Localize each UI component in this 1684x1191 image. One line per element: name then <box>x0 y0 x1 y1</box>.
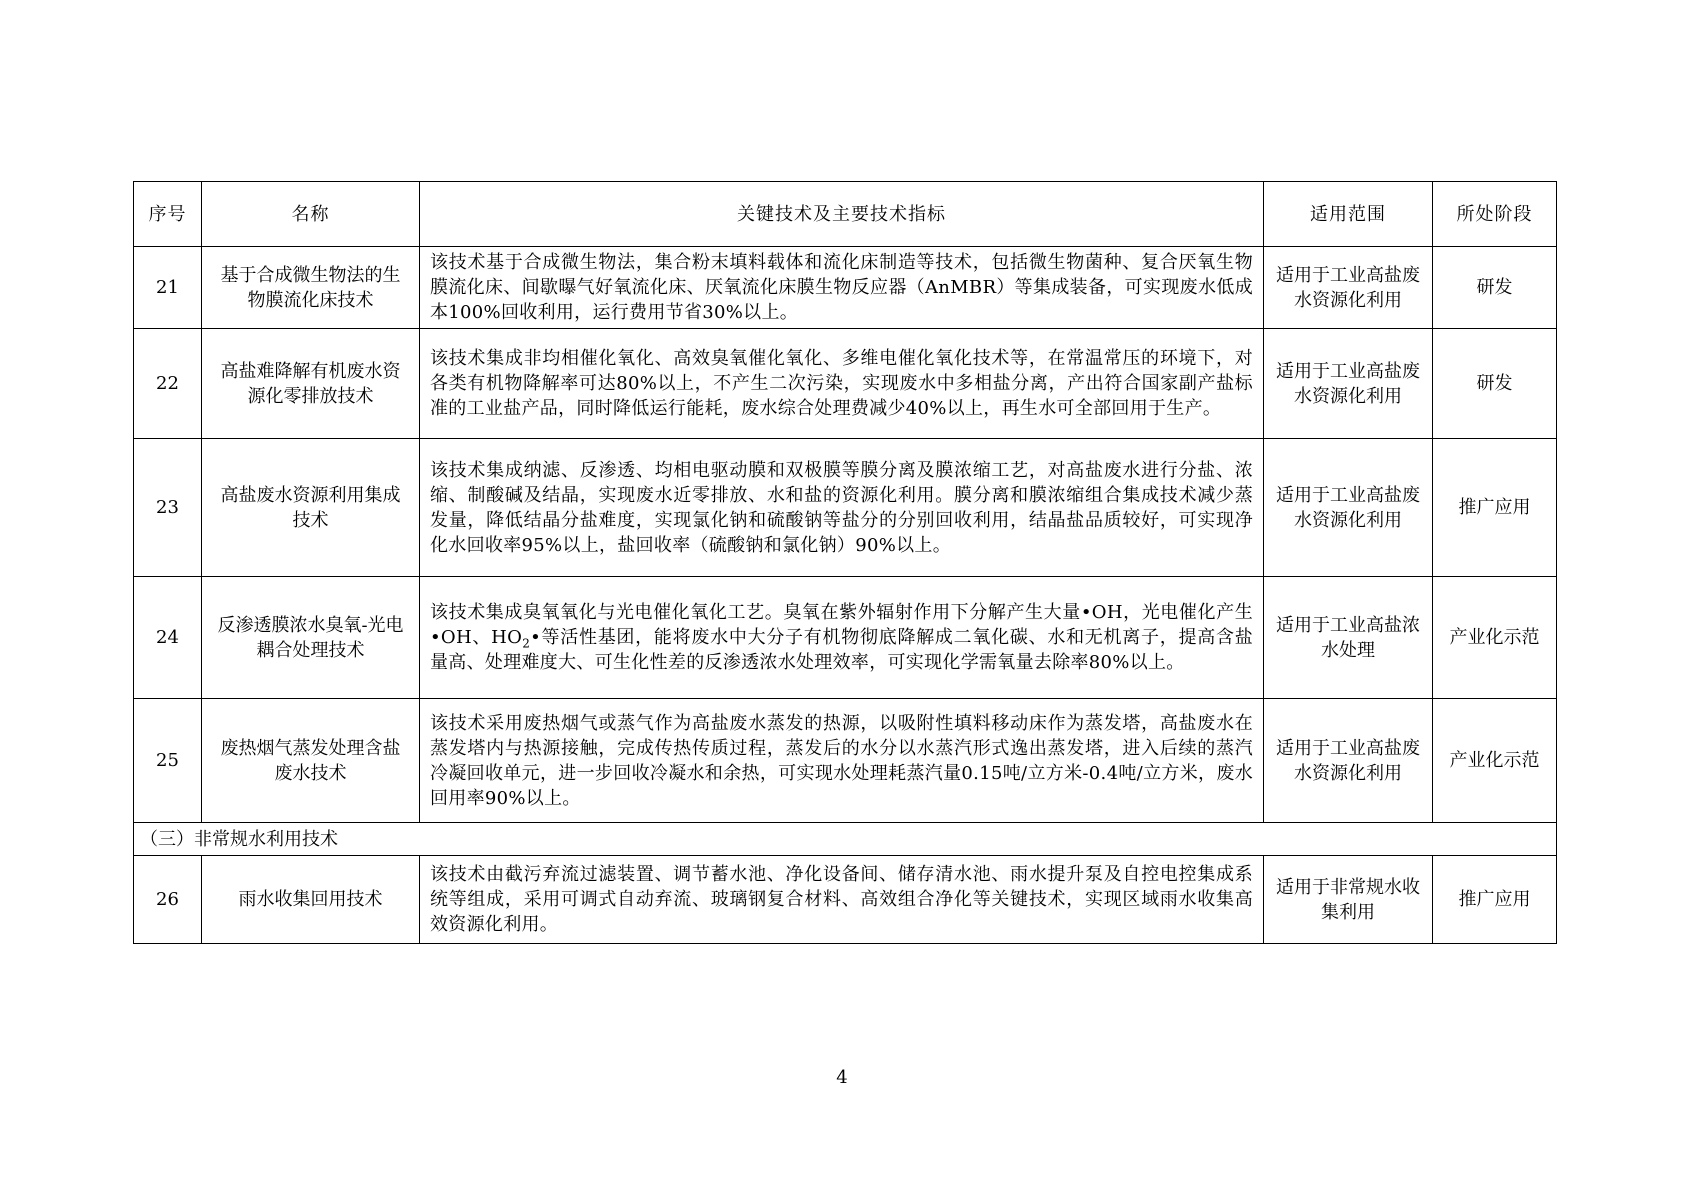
table-row <box>134 856 1557 944</box>
header-stage: 所处阶段 <box>1433 182 1557 247</box>
row-stage: 研发 <box>1433 329 1557 439</box>
row-scope: 适用于工业高盐废水资源化利用 <box>1264 439 1433 577</box>
row-number: 22 <box>134 329 202 439</box>
header-scope: 适用范围 <box>1264 182 1433 247</box>
row-number: 26 <box>134 856 202 944</box>
row-stage: 推广应用 <box>1433 439 1557 577</box>
row-name: 基于合成微生物法的生物膜流化床技术 <box>202 247 420 329</box>
row-description: 该技术采用废热烟气或蒸气作为高盐废水蒸发的热源，以吸附性填料移动床作为蒸发塔，高盐废水在蒸发塔内与热源接触，完成传热传质过程，蒸发后的水分以水蒸汽形式逸出蒸发塔，进入后续的蒸汽冷凝回收单元，进一步回收冷凝水和余热，可实现水处理耗蒸汽量0.15吨/立方米-0.4吨/立方米，废水回用率90%以上。 <box>420 699 1264 823</box>
row-scope: 适用于工业高盐浓水处理 <box>1264 577 1433 699</box>
row-name: 废热烟气蒸发处理含盐废水技术 <box>202 699 420 823</box>
table-row <box>134 247 1557 329</box>
description-part-1: 该技术集成臭氧氧化与光电催化氧化工艺。臭氧在紫外辐射作用下分解产生大量•OH，光电催化产生•OH、HO <box>430 602 1253 648</box>
section-row <box>134 823 1557 856</box>
row-description: 该技术基于合成微生物法，集合粉末填料载体和流化床制造等技术，包括微生物菌种、复合厌氧生物膜流化床、间歇曝气好氧流化床、厌氧流化床膜生物反应器（AnMBR）等集成装备，可实现废水低成本100%回收利用，运行费用节省30%以上。 <box>420 247 1264 329</box>
header-serial-number: 序号 <box>134 182 202 247</box>
table-row <box>134 699 1557 823</box>
row-name: 反渗透膜浓水臭氧-光电耦合处理技术 <box>202 577 420 699</box>
row-number: 25 <box>134 699 202 823</box>
row-stage: 研发 <box>1433 247 1557 329</box>
table-header-row <box>134 182 1557 247</box>
row-stage: 推广应用 <box>1433 856 1557 944</box>
row-stage: 产业化示范 <box>1433 699 1557 823</box>
row-stage: 产业化示范 <box>1433 577 1557 699</box>
row-description: 该技术集成非均相催化氧化、高效臭氧催化氧化、多维电催化氧化技术等，在常温常压的环境下，对各类有机物降解率可达80%以上，不产生二次污染，实现废水中多相盐分离，产出符合国家副产盐标准的工业盐产品，同时降低运行能耗，废水综合处理费减少40%以上，再生水可全部回用于生产。 <box>420 329 1264 439</box>
row-description: 该技术由截污弃流过滤装置、调节蓄水池、净化设备间、储存清水池、雨水提升泵及自控电控集成系统等组成，采用可调式自动弃流、玻璃钢复合材料、高效组合净化等关键技术，实现区域雨水收集高效资源化利用。 <box>420 856 1264 944</box>
row-number: 24 <box>134 577 202 699</box>
technology-table-container <box>133 181 1556 944</box>
row-name: 高盐难降解有机废水资源化零排放技术 <box>202 329 420 439</box>
row-description: 该技术集成纳滤、反渗透、均相电驱动膜和双极膜等膜分离及膜浓缩工艺，对高盐废水进行分盐、浓缩、制酸碱及结晶，实现废水近零排放、水和盐的资源化利用。膜分离和膜浓缩组合集成技术减少蒸发量，降低结晶分盐难度，实现氯化钠和硫酸钠等盐分的分别回收利用，结晶盐品质较好，可实现净化水回收率95%以上，盐回收率（硫酸钠和氯化钠）90%以上。 <box>420 439 1264 577</box>
row-scope: 适用于非常规水收集利用 <box>1264 856 1433 944</box>
description-part-2: •等活性基团，能将废水中大分子有机物彻底降解成二氧化碳、水和无机离子，提高含盐量高、处理难度大、可生化性差的反渗透浓水处理效率，可实现化学需氧量去除率80%以上。 <box>430 627 1253 673</box>
row-name: 雨水收集回用技术 <box>202 856 420 944</box>
table-row <box>134 329 1557 439</box>
table-row <box>134 439 1557 577</box>
header-name: 名称 <box>202 182 420 247</box>
row-name: 高盐废水资源利用集成技术 <box>202 439 420 577</box>
section-title: （三）非常规水利用技术 <box>134 823 1557 856</box>
row-scope: 适用于工业高盐废水资源化利用 <box>1264 329 1433 439</box>
row-description <box>420 577 1264 699</box>
header-key-technology: 关键技术及主要技术指标 <box>420 182 1264 247</box>
row-scope: 适用于工业高盐废水资源化利用 <box>1264 247 1433 329</box>
technology-table <box>133 181 1557 944</box>
row-scope: 适用于工业高盐废水资源化利用 <box>1264 699 1433 823</box>
description-subscript: 2 <box>522 636 531 651</box>
row-number: 21 <box>134 247 202 329</box>
row-number: 23 <box>134 439 202 577</box>
table-row <box>134 577 1557 699</box>
page-number: 4 <box>836 1067 848 1088</box>
